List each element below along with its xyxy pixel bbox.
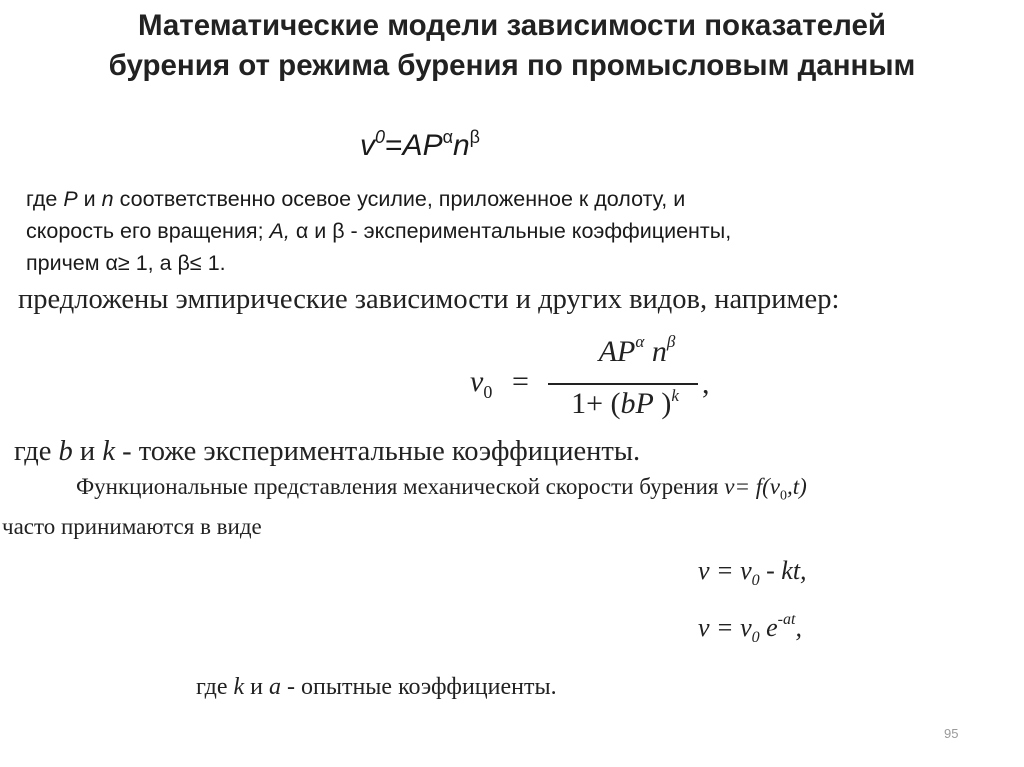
text-fragment: и: [77, 187, 102, 211]
text-fragment: и: [72, 436, 103, 467]
formula-exponential: [698, 613, 802, 647]
formula3-rhs: - kt,: [759, 556, 807, 585]
formula-rational: [470, 332, 730, 425]
formula1-n: n: [452, 129, 470, 162]
text-fragment: где: [26, 187, 64, 211]
formula4-e: e: [759, 613, 778, 642]
variable-k: k: [102, 436, 115, 467]
text-fragment: соответственно осевое усилие, приложенное к долоту, и: [113, 187, 686, 211]
variable-t: ,t): [787, 474, 807, 499]
subscript-0: 0: [780, 488, 787, 504]
formula-power-law: [360, 128, 480, 164]
often-accepted-line: часто принимаются в виде: [2, 514, 262, 539]
text-fragment: - опытные коэффициенты.: [281, 674, 557, 700]
proposed-dependencies-line: предложены эмпирические зависимости и других видов, например:: [18, 284, 840, 315]
variable-k: k: [233, 674, 245, 700]
variable-n: n: [101, 187, 114, 211]
page-number: 95: [944, 726, 959, 741]
text-fragment: скорость его вращения;: [26, 219, 270, 243]
text-fragment: α и β - экспериментальные коэффициенты,: [289, 219, 732, 243]
text-fragment: и: [244, 674, 270, 700]
where-k-a-line: [196, 674, 557, 701]
formula1-P: P: [422, 129, 443, 162]
formula4-comma: ,: [795, 613, 802, 642]
formula4-lhs: v = v: [698, 613, 752, 642]
formula2-AP: AP: [598, 335, 636, 368]
explanation-line-3: причем α≥ 1, а β≤ 1.: [26, 251, 226, 275]
formula1-A: A: [402, 129, 423, 162]
explanation-paragraph: [26, 183, 986, 279]
variable-P: P: [63, 187, 78, 211]
formula2-den-post: ): [653, 387, 672, 420]
text-fragment: Функциональные представления механической скорости бурения: [76, 474, 725, 499]
variable-a: a: [269, 674, 282, 700]
explanation-line-1: [26, 183, 986, 215]
formula-linear: [698, 556, 807, 590]
variable-b: b: [58, 436, 73, 467]
formula1-v-sup: 0: [375, 127, 386, 147]
fraction-bar: [548, 383, 698, 385]
title-line-2: бурения от режима бурения по промысловым данным: [108, 49, 916, 82]
text-fragment: - тоже экспериментальные коэффициенты.: [114, 436, 641, 467]
formula2-comma: ,: [702, 367, 710, 400]
formula1-v: v: [360, 129, 375, 162]
formula4-sub: 0: [751, 629, 760, 647]
explanation-line-2: [26, 215, 986, 247]
text-fragment: где: [196, 674, 234, 700]
formula2-lhs: [470, 365, 492, 403]
functional-representation-line: [76, 474, 807, 505]
formula2-v: v: [470, 365, 484, 398]
formula1-beta: β: [469, 127, 481, 147]
formula2-k: k: [671, 386, 679, 405]
variable-A: A,: [269, 219, 290, 243]
where-b-k-line: [14, 436, 640, 468]
formula2-eq: =: [512, 365, 529, 398]
formula2-numerator: [562, 332, 712, 369]
title-line-1: Математические модели зависимости показателей: [137, 9, 887, 42]
text-fragment: =: [734, 474, 756, 499]
formula2-beta: β: [666, 332, 676, 351]
formula2-den-pre: 1+ (: [571, 387, 621, 420]
formula1-alpha: α: [442, 127, 453, 147]
formula2-bP: bP: [620, 387, 654, 420]
formula2-alpha: α: [635, 332, 645, 351]
function-f: f(v: [755, 474, 780, 499]
text-fragment: где: [14, 436, 59, 467]
formula1-eq: =: [385, 129, 403, 162]
formula3-sub: 0: [751, 572, 760, 590]
formula4-exponent: -at: [777, 611, 796, 628]
formula3-lhs: v = v: [698, 556, 752, 585]
formula2-v-sub: 0: [483, 382, 493, 402]
formula2-n: n: [644, 335, 667, 368]
formula2-denominator: [540, 387, 710, 421]
slide-title: [0, 6, 1024, 86]
variable-v: v: [724, 474, 735, 499]
